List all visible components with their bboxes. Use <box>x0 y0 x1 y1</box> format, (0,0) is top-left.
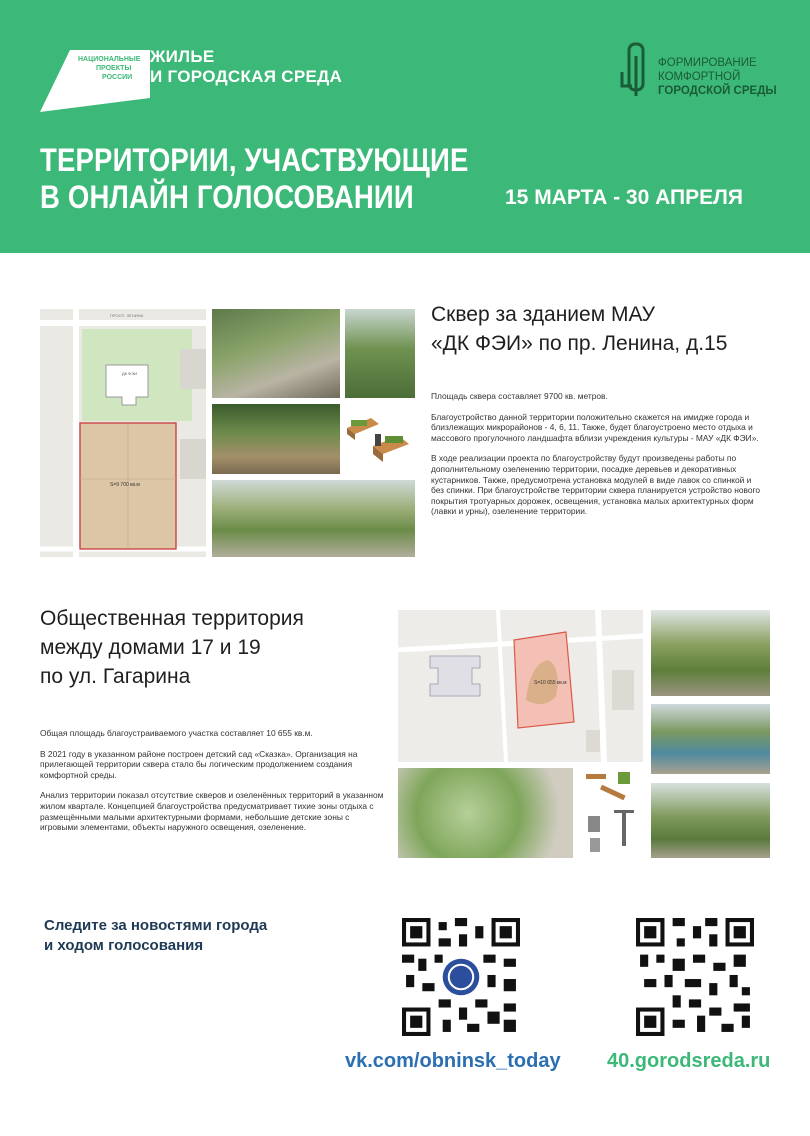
section2-description: Общая площадь благоустраиваемого участка составляет 10 655 кв.м. В 2021 году в указанном районе построен детский сад «Сказка». Организация на прилегающей территории сквера стало бы логическим продолжением создания комфортной среды. Анализ территории показал отсутствие скверов и озеленённых территорий в указанном жилом квартале. Концепцией благоустройства предусматривает тихие зоны отдыха с размещёнными малыми архитектурными формами, небольшие детские зоны с игровыми элементами, объекты наружного освещения, озеленение. <box>40 728 384 833</box>
page-title: ТЕРРИТОРИИ, УЧАСТВУЮЩИЕ В ОНЛАЙН ГОЛОСОВАНИИ <box>40 142 469 215</box>
comfortable-city-logo-icon <box>620 42 652 98</box>
svg-text:ПРОСП. ЛЕНИНА: ПРОСП. ЛЕНИНА <box>110 313 144 318</box>
section2-render-1 <box>651 610 770 696</box>
logo-right-caption: ФОРМИРОВАНИЕ КОМФОРТНОЙ ГОРОДСКОЙ СРЕДЫ <box>658 57 777 97</box>
logo-left-caption: ЖИЛЬЕ И ГОРОДСКАЯ СРЕДА <box>150 47 343 86</box>
svg-text:ДК ФЭИ: ДК ФЭИ <box>122 371 137 376</box>
national-projects-logo-icon <box>40 42 150 114</box>
svg-text:НАЦИОНАЛЬНЫЕ: НАЦИОНАЛЬНЫЕ <box>78 56 141 63</box>
qr-code-site-icon <box>636 918 754 1036</box>
header-banner <box>0 0 810 253</box>
svg-text:S=9 700 кв.м: S=9 700 кв.м <box>110 482 140 488</box>
section1-render-1 <box>212 309 340 398</box>
section1-bench-module-image <box>345 404 415 474</box>
section2-render-2 <box>651 704 770 774</box>
follow-news-text: Следите за новостями города и ходом голосования <box>44 917 268 954</box>
voting-dates: 15 МАРТА - 30 АПРЕЛЯ <box>505 186 743 209</box>
site-link[interactable]: 40.gorodsreda.ru <box>607 1050 771 1072</box>
section2-title: Общественная территория между домами 17 и 19 по ул. Гагарина <box>40 607 304 688</box>
section1-map <box>40 309 206 557</box>
svg-text:S=10 655 кв.м: S=10 655 кв.м <box>534 680 567 686</box>
section2-plan-render <box>398 768 573 858</box>
section2-render-3 <box>651 783 770 858</box>
qr-code-vk-icon <box>402 918 520 1036</box>
svg-text:ПРОЕКТЫ: ПРОЕКТЫ <box>96 65 132 72</box>
section2-map <box>398 610 643 762</box>
section1-render-2 <box>345 309 415 398</box>
section1-description: Площадь сквера составляет 9700 кв. метров. Благоустройство данной территории положительно скажется на имидже города и близлежащих микрорайонов - 4, 6, 11. Также, будет благоустроено место отдыха и массового прогулочного ландшафта вблизи учреждения культуры - МАУ «ДК ФЭИ». В ходе реализации проекта по благоустройству будут произведены работы по дополнительному озеленению территории, посадке деревьев и декоративных кустарников. Также, предусмотрена установка модулей в виде лавок со спинкой и без спинки. При благоустройстве территории сквера планируется устройство нового покрытия тротуарных дорожек, освещения, установка малых архитектурных форм (лавки и урны), озеленение территории. <box>431 391 761 517</box>
section1-title: Сквер за зданием МАУ «ДК ФЭИ» по пр. Ленина, д.15 <box>431 303 728 355</box>
section2-furniture-image <box>578 768 648 858</box>
section1-render-3 <box>212 404 340 474</box>
vk-link[interactable]: vk.com/obninsk_today <box>345 1050 561 1072</box>
section1-render-4 <box>212 480 415 557</box>
svg-text:РОССИИ: РОССИИ <box>102 74 133 81</box>
